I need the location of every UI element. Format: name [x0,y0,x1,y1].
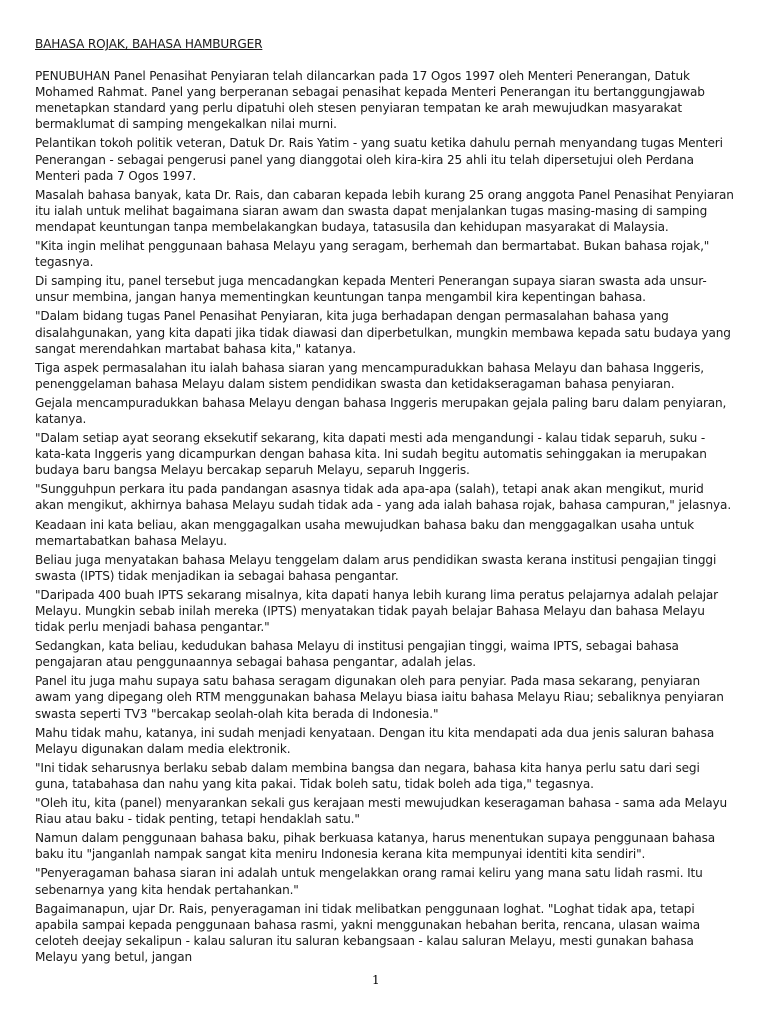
paragraph: Beliau juga menyatakan bahasa Melayu tenggelam dalam arus pendidikan swasta kerana institusi pengajian tinggi swasta (IPTS) tidak menjadikan ia sebagai bahasa pengantar. [35,552,717,583]
paragraph: "Ini tidak seharusnya berlaku sebab dalam membina bangsa dan negara, bahasa kita hanya perlu satu dari segi guna, tatabahasa dan nahu yang kita pakai. Tidak boleh satu, tidak boleh ada tiga," tegasnya. [35,760,700,791]
paragraph: "Dalam bidang tugas Panel Penasihat Penyiaran, kita juga berhadapan dengan permasalahan bahasa yang disalahgunakan, yang kita dapati jika tidak diawasi dan diperbetulkan, mungkin membawa kepada satu budaya yang sangat merendahkan martabat bahasa kita," katanya. [35,309,731,356]
paragraph: Panel itu juga mahu supaya satu bahasa seragam digunakan oleh para penyiar. Pada masa sekarang, penyiaran awam yang dipegang oleh RTM menggunakan bahasa Melayu biasa iaitu bahasa Melayu Riau; sebaliknya penyiaran swasta seperti TV3 "bercakap seolah-olah kita berada di Indonesia." [35,674,724,721]
paragraph: Sedangkan, kata beliau, kedudukan bahasa Melayu di institusi pengajian tinggi, waima IPTS, sebagai bahasa pengajaran atau penggunaannya sebagai bahasa pengantar, adalah jelas. [35,639,679,670]
paragraph: Bagaimanapun, ujar Dr. Rais, penyeragaman ini tidak melibatkan penggunaan loghat. "Loghat tidak apa, tetapi apabila sampai kepada penggunaan bahasa rasmi, yakni menggunakan hebahan berita, rencana, ulasan waima celoteh deejay sekalipun - kalau saluran itu saluran kebangsaan - kalau saluran Melayu, mesti gunakan bahasa Melayu yang betul, jangan [35,901,701,964]
paragraph: Pelantikan tokoh politik veteran, Datuk Dr. Rais Yatim - yang suatu ketika dahulu pernah menyandang tugas Menteri Penerangan - sebagai pengerusi panel yang dianggotai oleh kira-kira 25 ahli itu telah dipersetujui oleh Perdana Menteri pada 7 Ogos 1997. [35,136,723,183]
paragraph: "Dalam setiap ayat seorang eksekutif sekarang, kita dapati mesti ada mengandungi - kalau tidak separuh, suku - kata-kata Inggeris yang dicampurkan dengan bahasa kita. Ini sudah begitu automatis sehinggakan ia merupakan budaya baru bangsa Melayu bercakap separuh Melayu, separuh Inggeris. [35,431,707,478]
paragraph: Tiga aspek permasalahan itu ialah bahasa siaran yang mencampuradukkan bahasa Melayu dan bahasa Inggeris, penenggelaman bahasa Melayu dalam sistem pendidikan swasta dan ketidakseragaman bahasa penyiaran. [35,360,704,391]
paragraph: Gejala mencampuradukkan bahasa Melayu dengan bahasa Inggeris merupakan gejala paling baru dalam penyiaran, katanya. [35,395,727,426]
paragraph: "Kita ingin melihat penggunaan bahasa Melayu yang seragam, berhemah dan bermartabat. Bukan bahasa rojak," tegasnya. [35,239,710,270]
paragraph: PENUBUHAN Panel Penasihat Penyiaran telah dilancarkan pada 17 Ogos 1997 oleh Menteri Penerangan, Datuk Mohamed Rahmat. Panel yang berperanan sebagai penasihat kepada Menteri Penerangan itu bertanggungjawab menetapkan standard yang perlu dipatuhi oleh stesen penyiaran tempatan ke arah mewujudkan masyarakat bermaklumat di samping mengekalkan nilai murni. [35,69,705,132]
paragraph: "Daripada 400 buah IPTS sekarang misalnya, kita dapati hanya lebih kurang lima peratus pelajarnya adalah pelajar Melayu. Mungkin sebab inilah mereka (IPTS) menyatakan tidak payah belajar Bahasa Melayu dan bahasa Melayu tidak perlu menjadi bahasa pengantar." [35,587,719,635]
article-title: BAHASA ROJAK, BAHASA HAMBURGER [35,37,263,51]
article-paragraphs [35,68,735,965]
page-number: 1 [372,973,380,987]
paragraph: Masalah bahasa banyak, kata Dr. Rais, dan cabaran kepada lebih kurang 25 orang anggota Panel Penasihat Penyiaran itu ialah untuk melihat bagaimana siaran awam dan swasta dapat menjalankan tugas masing-masing di samping mendapat keuntungan tanpa membelakangkan budaya, tatasusila dan kehidupan masyarakat di Malaysia. [35,187,734,234]
article-body [35,36,735,968]
paragraph: Di samping itu, panel tersebut juga mencadangkan kepada Menteri Penerangan supaya siaran swasta ada unsur-unsur membina, jangan hanya mementingkan keuntungan tanpa mengambil kira kepentingan bahasa. [35,274,707,305]
paragraph: "Sungguhpun perkara itu pada pandangan asasnya tidak ada apa-apa (salah), tetapi anak akan mengikut, murid akan mengikut, akhirnya bahasa Melayu sudah tidak ada - yang ada ialah bahasa rojak, bahasa campuran," jelasnya. [35,482,732,513]
paragraph: "Oleh itu, kita (panel) menyarankan sekali gus kerajaan mesti mewujudkan keseragaman bahasa - sama ada Melayu Riau atau baku - tidak penting, tetapi hendaklah satu." [35,796,728,827]
paragraph: Mahu tidak mahu, katanya, ini sudah menjadi kenyataan. Dengan itu kita mendapati ada dua jenis saluran bahasa Melayu digunakan dalam media elektronik. [35,725,715,756]
paragraph: "Penyeragaman bahasa siaran ini adalah untuk mengelakkan orang ramai keliru yang mana satu lidah rasmi. Itu sebenarnya yang kita hendak pertahankan." [35,866,703,897]
paragraph: Keadaan ini kata beliau, akan menggagalkan usaha mewujudkan bahasa baku dan menggagalkan usaha untuk memartabatkan bahasa Melayu. [35,517,695,548]
paragraph: Namun dalam penggunaan bahasa baku, pihak berkuasa katanya, harus menentukan supaya penggunaan bahasa baku itu "janganlah nampak sangat kita meniru Indonesia kerana kita mempunyai identiti kita sendiri". [35,831,716,862]
